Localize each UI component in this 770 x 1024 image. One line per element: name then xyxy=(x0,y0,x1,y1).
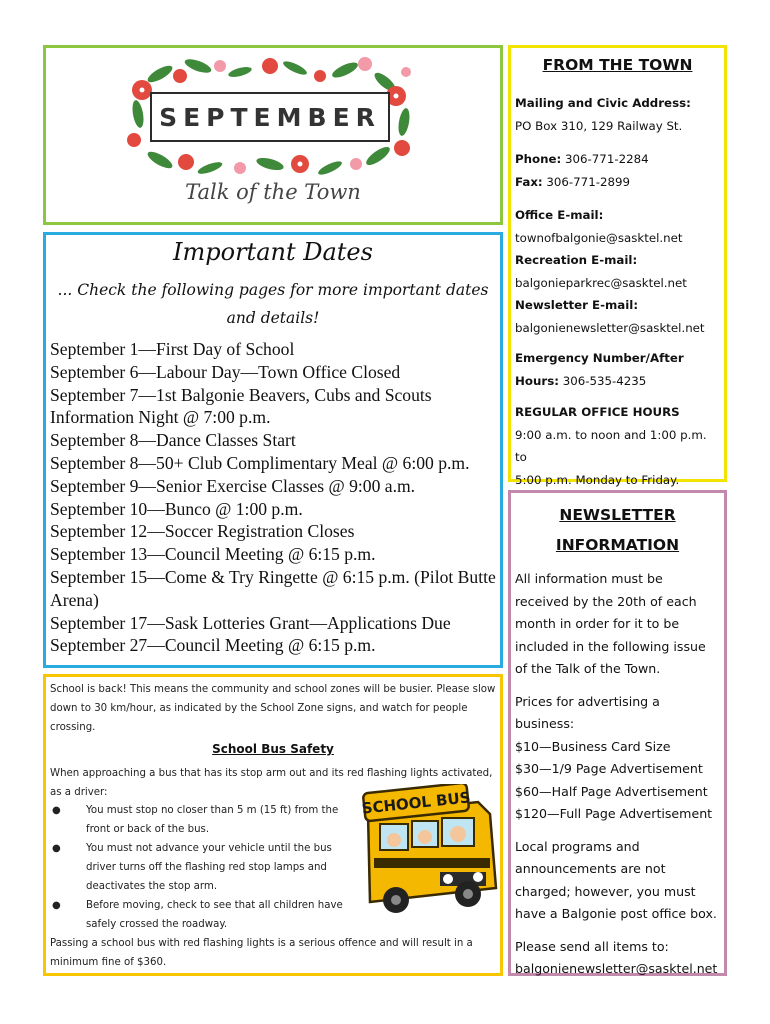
local-programs-text: Local programs and announcements are not charged; however, you must have a Balgonie post office box. xyxy=(515,838,717,921)
bullet-icon: ● xyxy=(52,805,61,816)
price-item: $10—Business Card Size xyxy=(515,738,671,754)
rule-item: ● Before moving, check to see that all children have safely crossed the roadway. xyxy=(50,896,350,934)
phone-label: Phone: xyxy=(515,152,562,166)
school-bus-illustration xyxy=(350,784,500,918)
newsletter-email-label: Newsletter E-mail: xyxy=(515,298,639,312)
newsletter-email-value: balgonienewsletter@sasktel.net xyxy=(515,320,705,335)
date-item: September 8—Dance Classes Start xyxy=(50,430,296,451)
date-item: September 8—50+ Club Complimentary Meal @ 6:00 p.m. xyxy=(50,452,470,473)
school-zone-notice: School is back! This means the community and school zones will be busier. Please slow down to 30 km/hour, as indicated by the School Zone signs, and watch for people crossing. xyxy=(50,684,496,733)
from-the-town-heading: FROM THE TOWN xyxy=(542,56,693,74)
school-bus-safety-heading: School Bus Safety xyxy=(212,742,334,756)
banner-title: SEPTEMBER xyxy=(150,92,390,142)
date-item: September 17—Sask Lotteries Grant—Applications Due xyxy=(50,612,451,633)
fax-value: 306-771-2899 xyxy=(546,174,630,189)
important-dates-subtitle: ... Check the following pages for more important dates and details! xyxy=(57,281,489,327)
date-item: September 7—1st Balgonie Beavers, Cubs and Scouts Information Night @ 7:00 p.m. xyxy=(50,384,432,428)
date-item: September 27—Council Meeting @ 6:15 p.m. xyxy=(50,635,376,656)
driver-rules-list xyxy=(50,801,350,934)
submission-deadline-text: All information must be received by the 20th of each month in order for it to be included in the following issue of the Talk of the Town. xyxy=(515,571,706,676)
office-hours-line-2: 5:00 p.m. Monday to Friday. xyxy=(515,472,680,487)
newsletter-subtitle: Talk of the Town xyxy=(185,180,361,204)
rule-item: ● You must not advance your vehicle until the bus driver turns off the flashing red stop lamps and deactivates the stop arm. xyxy=(50,839,350,896)
penalty-notice: Passing a school bus with red flashing lights is a serious offence and will result in a minimum fine of $360. xyxy=(50,938,473,968)
date-item: September 9—Senior Exercise Classes @ 9:00 a.m. xyxy=(50,475,416,496)
office-email-value: townofbalgonie@sasktel.net xyxy=(515,230,683,245)
rule-item: ● You must stop no closer than 5 m (15 ft) from the front or back of the bus. xyxy=(50,801,350,839)
price-item: $120—Full Page Advertisement xyxy=(515,806,713,821)
phone-value: 306-771-2284 xyxy=(565,152,649,166)
newsletter-info-body xyxy=(515,568,720,981)
date-item: September 10—Bunco @ 1:00 p.m. xyxy=(50,498,303,519)
date-item: September 1—First Day of School xyxy=(50,339,295,359)
bullet-icon: ● xyxy=(52,843,61,854)
price-item: $30—1/9 Page Advertisement xyxy=(515,761,703,776)
mailing-address-label: Mailing and Civic Address: xyxy=(515,96,691,110)
mailing-address-value: PO Box 310, 129 Railway St. xyxy=(515,118,683,133)
send-items-lead: Please send all items to: xyxy=(515,938,669,954)
advertising-prices-lead: Prices for advertising a business: xyxy=(515,693,660,731)
bus-sign-text: SCHOOL BUS xyxy=(360,788,472,818)
important-dates-title: Important Dates xyxy=(173,238,373,266)
recreation-email-label: Recreation E-mail: xyxy=(515,253,638,267)
date-item: September 6—Labour Day—Town Office Closed xyxy=(50,361,401,382)
office-hours-heading: REGULAR OFFICE HOURS xyxy=(515,405,680,419)
price-item: $60—Half Page Advertisement xyxy=(515,783,708,799)
office-email-label: Office E-mail: xyxy=(515,208,604,222)
newsletter-heading-line-1: NEWSLETTER xyxy=(559,506,676,524)
send-items-email: balgonienewsletter@sasktel.net xyxy=(515,961,718,976)
newsletter-info-heading xyxy=(515,500,720,560)
school-bus-lead: When approaching a bus that has its stop arm out and its red flashing lights activated, as a driver: xyxy=(50,768,493,798)
newsletter-heading-line-2: INFORMATION xyxy=(555,536,680,554)
fax-label: Fax: xyxy=(515,174,543,189)
town-contact-block xyxy=(515,92,720,491)
date-item: September 13—Council Meeting @ 6:15 p.m. xyxy=(50,544,376,565)
date-item: September 12—Soccer Registration Closes xyxy=(50,521,355,542)
bullet-icon: ● xyxy=(52,900,61,911)
important-dates-list xyxy=(50,338,500,657)
emergency-label: Emergency Number/After xyxy=(515,351,684,365)
recreation-email-value: balgonieparkrec@sasktel.net xyxy=(515,275,687,290)
emergency-hours-label: Hours: xyxy=(515,373,559,388)
emergency-number: 306-535-4235 xyxy=(562,373,647,388)
date-item: September 15—Come & Try Ringette @ 6:15 p.m. (Pilot Butte Arena) xyxy=(50,566,496,610)
office-hours-line-1: 9:00 a.m. to noon and 1:00 p.m. to xyxy=(515,427,707,464)
